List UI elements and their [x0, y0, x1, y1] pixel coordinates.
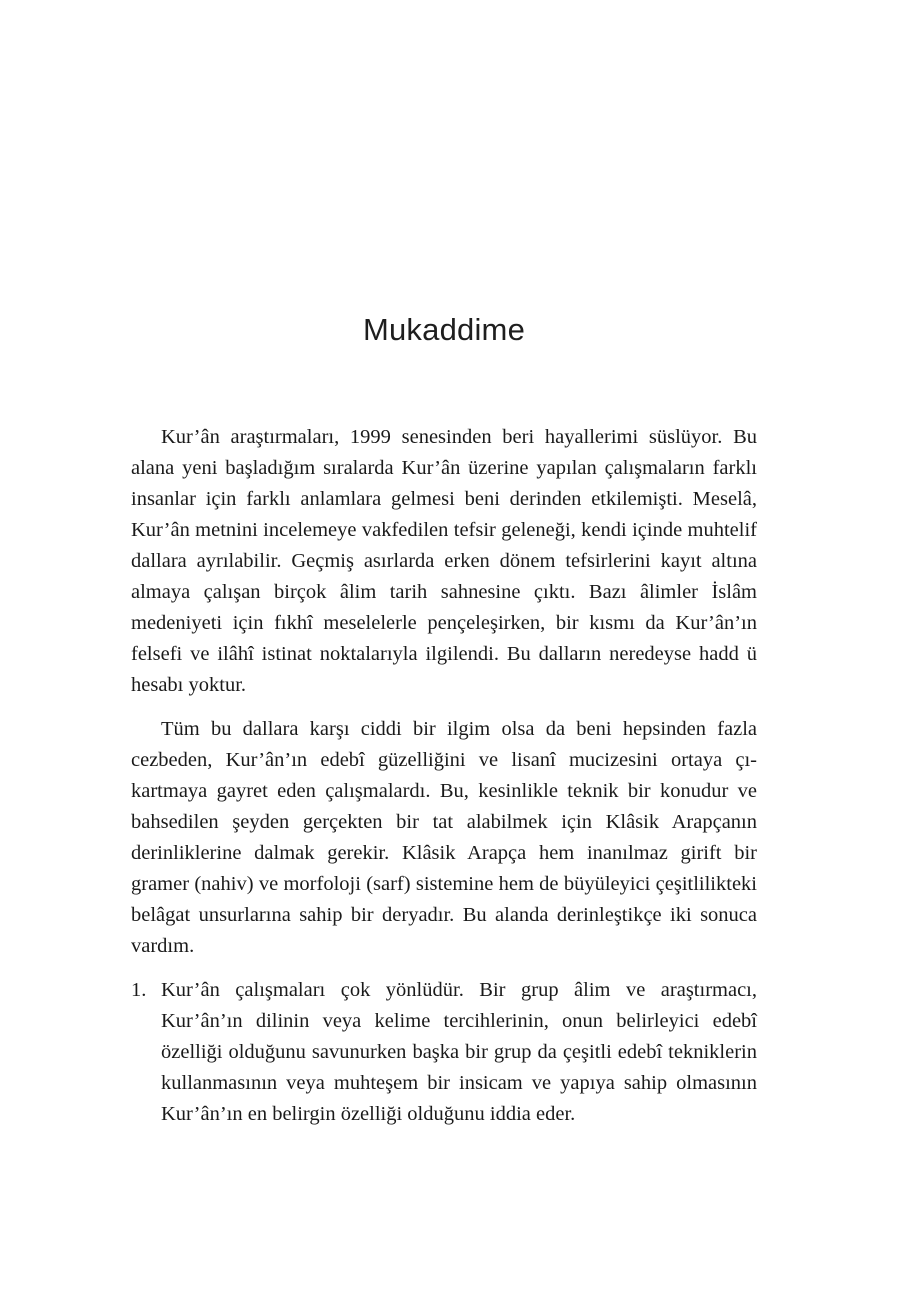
paragraph-1: Kur’ân araştırmaları, 1999 senesinden beri hayallerimi süslüyor. Bu alana yeni başladığım sıralarda Kur’ân üzerine yapılan çalışmaların farklı insanlar için farklı anlamlara gelmesi beni derinden etkilemişti. Meselâ, Kur’ân metnini incelemeye vakfedilen tefsir geleneği, kendi içinde muhtelif dallara ayrılabilir. Geçmiş asırlarda erken dönem tefsirlerini kayıt altına almaya çalışan birçok âlim tarih sahnesine çıktı. Bazı âlimler İslâm medeniyeti için fıkhî meselelerle pençeleşirken, bir kısmı da Kur’ân’ın felsefi ve ilâhî istinat noktalarıyla ilgilendi. Bu dalların neredeyse hadd ü hesabı yoktur.: [131, 426, 757, 696]
chapter-title: Mukaddime: [362, 312, 526, 347]
list-item-number: 1.: [131, 979, 147, 1001]
numbered-list: [131, 975, 757, 1130]
list-item-text: Kur’ân çalışmaları çok yönlüdür. Bir grup âlim ve araştırmacı, Kur’ân’ın dilinin veya kelime tercihlerinin, onun belirleyici edebî özelliği olduğunu savunurken başka bir grup da çeşitli edebî tekniklerin kullanmasının veya muhteşem bir insicam ve yapıya sahip olmasının Kur’ân’ın en belirgin özelliği olduğunu iddia eder.: [161, 979, 757, 1125]
list-item: [131, 975, 757, 1130]
paragraph-2: Tüm bu dallara karşı ciddi bir ilgim olsa da beni hepsinden fazla cezbeden, Kur’ân’ın edebî güzelliğini ve lisanî mucizesini ortaya çıkartmaya gayret eden çalışmalardı. Bu, kesinlikle teknik bir konudur ve bahsedilen şeyden gerçekten bir tat alabilmek için Klâsik Arapçanın derinliklerine dalmak gerekir. Klâsik Arapça hem inanılmaz girift bir gramer (nahiv) ve morfoloji (sarf) sistemine hem de büyüleyici çeşitlilikteki belâgat unsurlarına sahip bir deryadır. Bu alanda derinleştikçe iki sonuca vardım.: [131, 718, 757, 957]
body-text: [131, 422, 757, 1130]
